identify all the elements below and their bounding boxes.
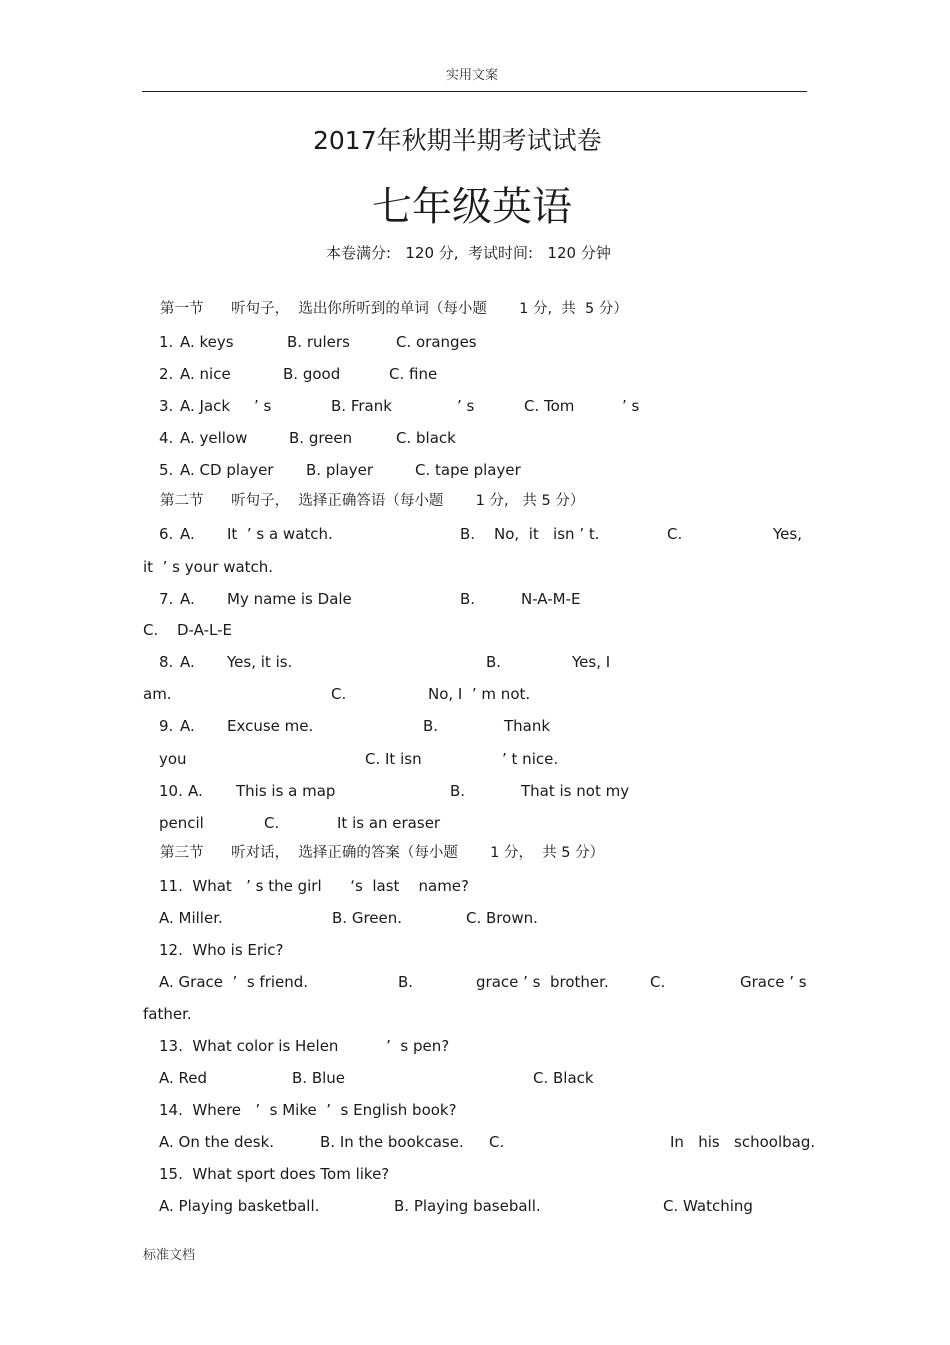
option-a: A. Red [159, 1069, 208, 1087]
question-number: 9. [159, 717, 174, 735]
option-a: Yes, it is. [227, 653, 293, 671]
option-c: It is an eraser [337, 814, 441, 832]
question-stem: 12. Who is Eric? [159, 941, 284, 959]
question-number: 7. [159, 590, 174, 608]
option-c-continued: father. [143, 1005, 192, 1023]
option-b-letter: B. [450, 782, 466, 800]
section-1-heading: 第一节 听句子， 选出你所听到的单词（每小题 1 分, 共 5 分） [160, 301, 628, 317]
option-b: B. player [306, 461, 373, 479]
option-a-suffix: ’ s [254, 397, 272, 415]
option-a: A. CD player [180, 461, 274, 479]
option-c: C. oranges [396, 333, 477, 351]
option-a: A. keys [180, 333, 234, 351]
question-stem: 15. What sport does Tom like? [159, 1165, 390, 1183]
question-number: 5. [159, 461, 174, 479]
option-a: A. yellow [180, 429, 248, 447]
page-header: 实用文案 [446, 68, 499, 83]
option-a: A. nice [180, 365, 231, 383]
option-a-letter: A. [180, 525, 195, 543]
option-a: A. Miller. [159, 909, 223, 927]
question-number: 2. [159, 365, 174, 383]
page-footer: 标准文档 [143, 1248, 196, 1263]
option-b: Thank [504, 717, 551, 735]
option-b: Yes, I [572, 653, 611, 671]
option-a: My name is Dale [227, 590, 352, 608]
option-c-letter: C. [667, 525, 683, 543]
option-b: grace ’ s brother. [476, 973, 609, 991]
exam-meta: 本卷满分: 120 分, 考试时间: 120 分钟 [326, 244, 611, 262]
option-a: A. On the desk. [159, 1133, 275, 1151]
option-b-letter: B. [398, 973, 414, 991]
option-b: N-A-M-E [521, 590, 581, 608]
option-c: No, I ’ m not. [428, 685, 531, 703]
option-b: That is not my [521, 782, 630, 800]
exam-title: 2017年秋期半期考试试卷 [313, 126, 602, 155]
option-b-continued: pencil [159, 814, 204, 832]
option-c-suffix: ’ s [622, 397, 640, 415]
option-a: Excuse me. [227, 717, 314, 735]
option-b-continued: you [159, 750, 187, 768]
option-c: Grace ’ s [740, 973, 807, 991]
option-a-letter: A. [180, 590, 195, 608]
option-b-letter: B. [423, 717, 439, 735]
option-c: C. fine [389, 365, 438, 383]
option-c-continued: ’ t nice. [502, 750, 559, 768]
option-b: B. In the bookcase. [320, 1133, 464, 1151]
option-c: In his schoolbag. [670, 1133, 816, 1151]
question-number: 1. [159, 333, 174, 351]
option-c: C. black [396, 429, 456, 447]
option-c: D-A-L-E [177, 621, 232, 639]
option-a-letter: A. [180, 653, 195, 671]
question-number: 4. [159, 429, 174, 447]
option-c: C. Tom [524, 397, 575, 415]
option-a-letter: A. [180, 717, 195, 735]
option-c-letter: C. [264, 814, 280, 832]
option-b: No, it isn ’ t. [494, 525, 600, 543]
option-c: C. Black [533, 1069, 594, 1087]
question-stem: 14. Where ’ s Mike ’ s English book? [159, 1101, 457, 1119]
question-stem: 11. What ’ s the girl ‘s last name? [159, 877, 469, 895]
option-c-letter: C. [650, 973, 666, 991]
option-c-letter: C. [331, 685, 347, 703]
option-a-letter: A. [188, 782, 203, 800]
section-3-heading: 第三节 听对话， 选择正确的答案（每小题 1 分， 共 5 分） [160, 845, 605, 861]
option-b-suffix: ’ s [457, 397, 475, 415]
exam-subject: 七年级英语 [372, 184, 572, 230]
option-b: B. good [283, 365, 341, 383]
option-a: A. Jack [180, 397, 231, 415]
question-number: 6. [159, 525, 174, 543]
option-b-letter: B. [460, 590, 476, 608]
option-c-continued: it ’ s your watch. [143, 558, 274, 576]
option-c: C. It isn [365, 750, 422, 768]
option-c: C. Watching [663, 1197, 753, 1215]
option-a: It ’ s a watch. [227, 525, 333, 543]
question-number: 3. [159, 397, 174, 415]
option-b: B. Blue [292, 1069, 346, 1087]
option-b-continued: am. [143, 685, 172, 703]
option-c: C. tape player [415, 461, 521, 479]
option-b: B. green [289, 429, 353, 447]
option-b-letter: B. [460, 525, 476, 543]
question-number: 8. [159, 653, 174, 671]
option-b: B. Playing baseball. [394, 1197, 541, 1215]
option-b: B. rulers [287, 333, 350, 351]
option-a: A. Playing basketball. [159, 1197, 320, 1215]
question-stem: 13. What color is Helen ’ s pen? [159, 1037, 450, 1055]
option-a: A. Grace ’ s friend. [159, 973, 309, 991]
option-c-letter: C. [143, 621, 159, 639]
option-c-letter: C. [489, 1133, 505, 1151]
option-c: Yes, [773, 525, 802, 543]
section-2-heading: 第二节 听句子， 选择正确答语（每小题 1 分, 共 5 分） [160, 493, 585, 509]
option-c: C. Brown. [466, 909, 538, 927]
option-a: This is a map [236, 782, 336, 800]
header-rule [142, 91, 807, 92]
option-b-letter: B. [486, 653, 502, 671]
option-b: B. Green. [332, 909, 403, 927]
option-b: B. Frank [331, 397, 392, 415]
question-number: 10. [159, 782, 183, 800]
